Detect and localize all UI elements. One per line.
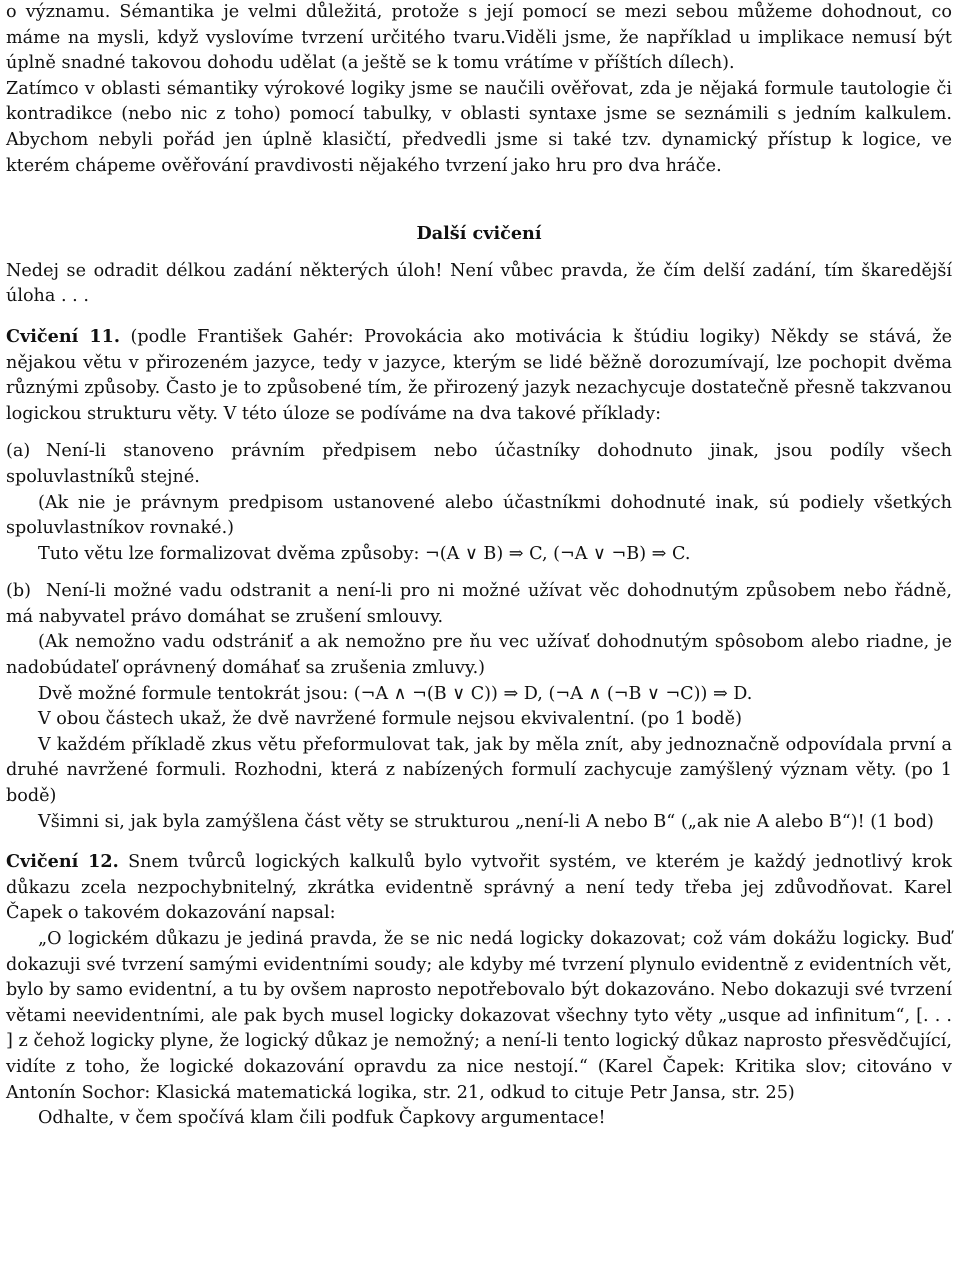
item-b-label: (b) [6,581,31,602]
capek-quote: „O logickém důkazu je jediná pravda, že se nic nedá logicky dokazovat; což vám dokážu logicky. Buď dokazuji své tvrzení samými evidentními soudy; ale kdyby mé tvrzení plynulo evidentně z evidentních vět, bylo by samo evidentní, a tu by ovšem naprosto nepotřebovalo být dokazováno. Nebo dokazuji své tvrzení větami neevidentními, ale pak bych musel logicky dokazovat všechny tyto věty „usque ad infinitum“, [. . . ] z čehož logicky plyne, že logický důkaz je nemožný; a není-li tento logický důkaz naprosto přesvědčující, vidíte z toho, že logické dokazování opravdu za nice nestojí.“ (Karel Čapek: Kritika slov; citováno v Antonín Sochor: Klasická matematická logika, str. 21, odkud to cituje Petr Jansa, str. 25) [6,929,952,1103]
exercise-11-intro [6,324,952,427]
item-a-label: (a) [6,441,31,462]
exercise-11-item-b [6,579,952,630]
exercise-11-title: Cvičení 11. [6,325,120,347]
exercise-11-task-3: Všimni si, jak byla zamýšlena část věty se strukturou „není-li A nebo B“ („ak nie A alebo B“)! (1 bod) [38,811,934,832]
note-paragraph: Nedej se odradit délkou zadání některých úloh! Není vůbec pravda, že čím delší zadání, tím škaredější úloha . . . [6,260,952,307]
exercise-11-task-2: V každém příkladě zkus větu přeformulovat tak, jak by měla znít, aby jednoznačně odpovídala první a druhé navržené formuli. Rozhodni, která z nabízených formulí zachycuje zamýšlený význam věty. (po 1 bodě) [6,734,952,807]
item-b-slovak: (Ak nemožno vadu odstrániť a ak nemožno pre ňu vec užívať dohodnutým spôsobom alebo riadne, je nadobúdateľ oprávnený domáhať sa zrušenia zmluvy.) [6,632,952,679]
exercise-11-item-a [6,439,952,490]
exercise-11-task-1: V obou částech ukaž, že dvě navržené formule nejsou ekvivalentní. (po 1 bodě) [38,709,742,730]
item-a-formalization: Tuto větu lze formalizovat dvěma způsoby: ¬(A ∨ B) ⇒ C, (¬A ∨ ¬B) ⇒ C. [38,543,691,564]
exercise-11-intro-text: (podle František Gahér: Provokácia ako motivácia k štúdiu logiky) Někdy se stává, že nějakou větu v přirozeném jazyce, tedy v jazyce, kterým se lidé běžně dorozumívají, lze pochopit dvěma různými způsoby. Často je to způsobené tím, že přirozený jazyk nezachycuje dostatečně přesně takzvanou logickou strukturu věty. V této úloze se podíváme na dva takové příklady: [6,326,952,424]
exercise-12-intro-text: Snem tvůrců logických kalkulů bylo vytvořit systém, ve kterém je každý jednotlivý krok důkazu zcela nezpochybnitelný, zkrátka evidentně správný a není tedy třeba jej zdůvodňovat. Karel Čapek o takovém dokazování napsal: [6,852,952,924]
section-heading: Další cvičení [416,223,542,245]
item-a-slovak: (Ak nie je právnym predpisom ustanovené alebo účastníkmi dohodnuté inak, sú podiely všetkých spoluvlastníkov rovnaké.) [6,492,952,539]
item-b-text: Není-li možné vadu odstranit a není-li pro ni možné užívat věc dohodnutým způsobem nebo řádně, má nabyvatel právo domáhat se zrušení smlouvy. [6,581,952,627]
item-a-text: Není-li stanoveno právním předpisem nebo účastníky dohodnuto jinak, jsou podíly všech spoluvlastníků stejné. [6,441,952,487]
exercise-12-task: Odhalte, v čem spočívá klam čili podfuk Čapkovy argumentace! [38,1108,606,1129]
exercise-12-intro [6,849,952,927]
item-b-formalization: Dvě možné formule tentokrát jsou: (¬A ∧ ¬(B ∨ C)) ⇒ D, (¬A ∧ (¬B ∨ ¬C)) ⇒ D. [38,683,753,704]
intro-paragraph-1: o významu. Sémantika je velmi důležitá, protože s její pomocí se mezi sebou můžeme dohodnout, co máme na mysli, když vyslovíme tvrzení určitého tvaru.Viděli jsme, že například u implikace nemusí být úplně snadné takovou dohodu udělat (a ještě se k tomu vrátíme v příštích dílech). [6,2,952,74]
intro-paragraph-2: Zatímco v oblasti sémantiky výrokové logiky jsme se naučili ověřovat, zda je nějaká formule tautologie či kontradikce (nebo nic z toho) pomocí tabulky, v oblasti syntaxe jsme se seznámili s jedním kalkulem. Abychom nebyli pořád jen úplně klasičtí, předvedli jsme si také tzv. dynamický přístup k logice, ve kterém chápeme ověřování pravdivosti nějakého tvrzení jako hru pro dva hráče. [6,78,952,176]
exercise-12-title: Cvičení 12. [6,851,119,873]
